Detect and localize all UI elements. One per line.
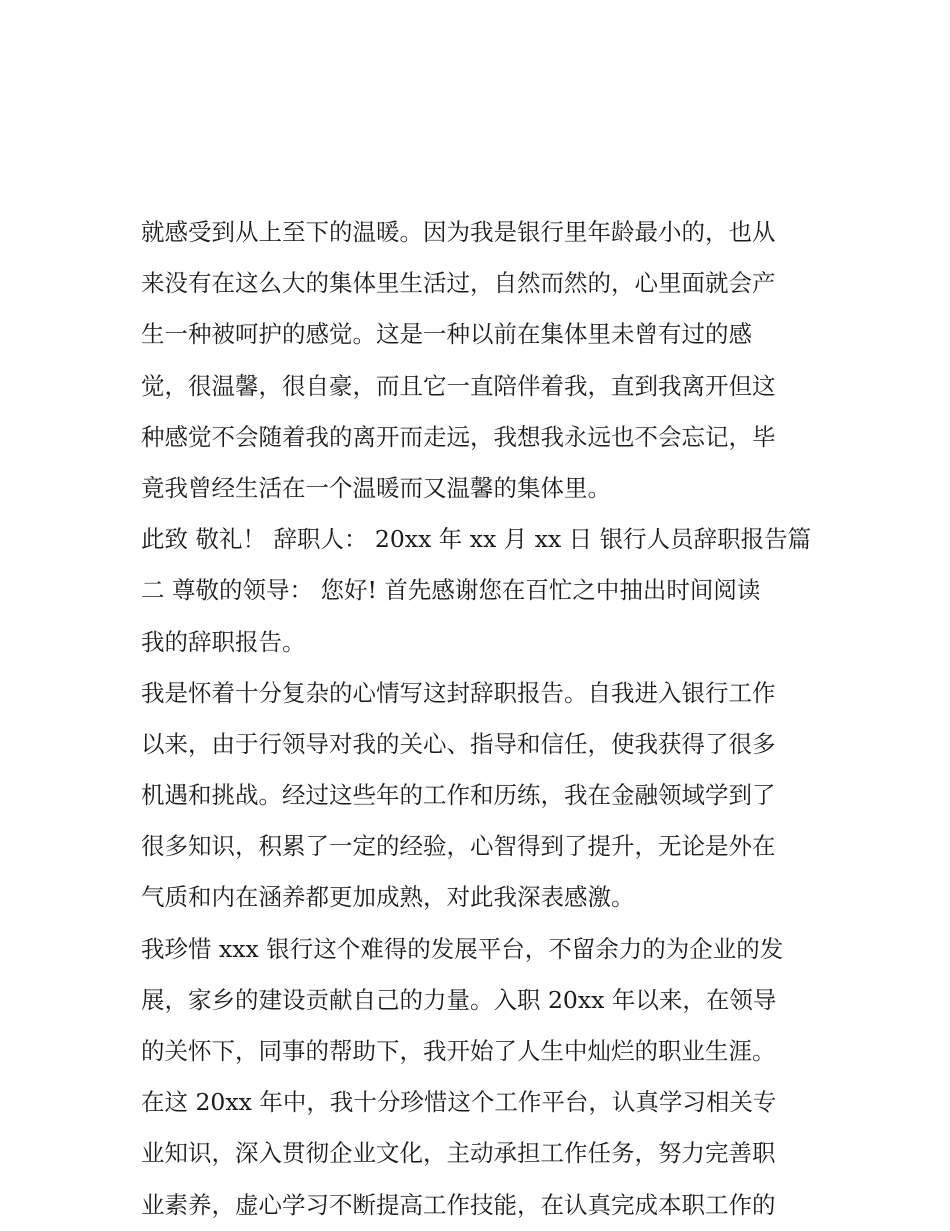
text-line: 就感受到从上至下的温暖。因为我是银行里年龄最小的，也从: [141, 218, 776, 246]
text-line: 业知识，深入贯彻企业文化，主动承担工作任务，努力完善职: [141, 1139, 776, 1168]
body-text: [141, 207, 821, 1231]
text-line: 的关怀下，同事的帮助下，我开始了人生中灿烂的职业生涯。: [141, 1037, 776, 1065]
text-line: 业素养，虚心学习不断提高工作技能，在认真完成本职工作的: [141, 1190, 776, 1219]
text-line: 在这 20xx 年中，我十分珍惜这个工作平台，认真学习相关专: [141, 1088, 777, 1117]
text-line: 以来，由于行领导对我的关心、指导和信任，使我获得了很多: [141, 729, 776, 758]
text-line: 我是怀着十分复杂的心情写这封辞职报告。自我进入银行工作: [141, 678, 776, 707]
text-line: 觉，很温馨，很自豪，而且它一直陪伴着我，直到我离开但这: [141, 371, 776, 400]
text-line: 来没有在这么大的集体里生活过，自然而然的，心里面就会产: [141, 269, 776, 298]
text-line: 生一种被呵护的感觉。这是一种以前在集体里未曾有过的感: [141, 320, 752, 349]
text-line: 很多知识，积累了一定的经验，心智得到了提升，无论是外在: [141, 832, 776, 861]
text-line: 我珍惜 xxx 银行这个难得的发展平台，不留余力的为企业的发: [141, 934, 784, 963]
text-line: 机遇和挑战。经过这些年的工作和历练，我在金融领域学到了: [141, 781, 776, 810]
text-line: 竟我曾经生活在一个温暖而又温馨的集体里。: [141, 473, 611, 502]
text-line: 二 尊敬的领导： 您好! 首先感谢您在百忙之中抽出时间阅读: [141, 576, 761, 605]
text-line: 种感觉不会随着我的离开而走远，我想我永远也不会忘记，毕: [141, 422, 776, 451]
text-line: 气质和内在涵养都更加成熟，对此我深表感激。: [141, 883, 635, 912]
text-line: 我的辞职报告。: [141, 627, 306, 656]
text-line: 此致 敬礼！ 辞职人： 20xx 年 xx 月 xx 日 银行人员辞职报告篇: [141, 525, 812, 554]
text-line: 展，家乡的建设贡献自己的力量。入职 20xx 年以来，在领导: [141, 985, 777, 1014]
